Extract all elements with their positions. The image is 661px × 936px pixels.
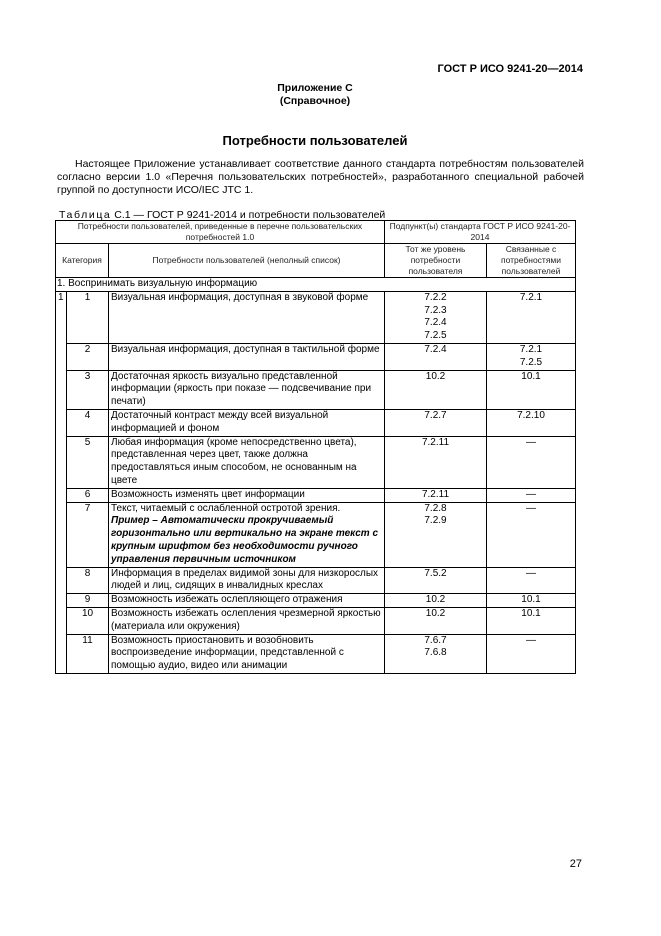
intro-paragraph: Настоящее Приложение устанавливает соответствие данного стандарта потребностям пользователей согласно версии 1.0 «Перечня пользовательских потребностей», разработанного специальной рабочей группой по доступности ИСО/IEC JTC 1.	[57, 158, 584, 196]
need-description	[109, 436, 385, 488]
table-row	[56, 370, 576, 409]
related-subclauses: —	[487, 488, 576, 502]
related-subclauses: 7.2.1	[487, 291, 576, 343]
need-text: Возможность избежать ослепляющего отражения	[111, 594, 343, 606]
need-description	[109, 607, 385, 634]
annex-heading	[0, 82, 630, 108]
table-row	[56, 488, 576, 502]
same-level-subclauses: 7.5.2	[385, 567, 487, 594]
need-number: 5	[67, 436, 109, 488]
same-level-subclauses: 10.2	[385, 607, 487, 634]
need-description	[109, 502, 385, 567]
need-text: Любая информация (кроме непосредственно цвета), представленная через цвет, также должна предоставляться иным способом, не основанным на цвете	[111, 436, 357, 486]
need-text: Достаточная яркость визуально представленной информации (яркость при показе — подсвечивание при печати)	[111, 370, 372, 408]
section-title: 1. Воспринимать визуальную информацию	[56, 278, 576, 292]
related-subclauses: —	[487, 502, 576, 567]
need-number: 9	[67, 594, 109, 608]
need-text: Информация в пределах видимой зоны для низкорослых людей и лиц, сидящих в инвалидных креслах	[111, 567, 379, 592]
related-subclauses: —	[487, 634, 576, 673]
same-level-subclauses: 7.2.2 7.2.3 7.2.4 7.2.5	[385, 291, 487, 343]
need-number: 7	[67, 502, 109, 567]
table-row	[56, 594, 576, 608]
same-level-subclauses: 7.2.4	[385, 343, 487, 370]
same-level-subclauses: 7.2.8 7.2.9	[385, 502, 487, 567]
table-row	[56, 567, 576, 594]
related-subclauses: —	[487, 567, 576, 594]
related-subclauses: 7.2.10	[487, 409, 576, 436]
need-number: 8	[67, 567, 109, 594]
related-subclauses: —	[487, 436, 576, 488]
related-subclauses: 10.1	[487, 370, 576, 409]
section-row	[56, 278, 576, 292]
need-number: 11	[67, 634, 109, 673]
need-description	[109, 567, 385, 594]
table-row	[56, 409, 576, 436]
table-row	[56, 343, 576, 370]
need-description	[109, 370, 385, 409]
table-row	[56, 291, 576, 343]
same-level-subclauses: 7.2.11	[385, 488, 487, 502]
need-number: 3	[67, 370, 109, 409]
need-text: Возможность избежать ослепления чрезмерной яркостью (материала или окружения)	[111, 607, 381, 632]
need-description	[109, 291, 385, 343]
header-category: Категория	[56, 244, 109, 278]
header-needs-group: Потребности пользователей, приведенные в перечне пользовательских потребностей 1.0	[56, 221, 385, 244]
table-row	[56, 634, 576, 673]
header-needs: Потребности пользователей (неполный список)	[109, 244, 385, 278]
related-subclauses: 7.2.1 7.2.5	[487, 343, 576, 370]
need-number: 1	[67, 291, 109, 343]
need-text: Возможность изменять цвет информации	[111, 488, 305, 500]
standard-header: ГОСТ Р ИСО 9241-20—2014	[437, 63, 583, 75]
annex-type: (Справочное)	[279, 95, 351, 107]
same-level-subclauses: 7.2.7	[385, 409, 487, 436]
need-text: Визуальная информация, доступная в звуковой форме	[111, 291, 369, 303]
table-caption-label: Таблица	[59, 209, 112, 221]
same-level-subclauses: 7.2.11	[385, 436, 487, 488]
need-description	[109, 343, 385, 370]
annex-title: Приложение С	[277, 82, 353, 94]
need-text: Текст, читаемый с ослабленной остротой зрения.	[111, 502, 341, 514]
page-number: 27	[569, 858, 582, 870]
table-row	[56, 436, 576, 488]
table-caption-text: С.1 — ГОСТ Р 9241-2014 и потребности пользователей	[111, 209, 386, 221]
table-row	[56, 502, 576, 567]
need-text: Визуальная информация, доступная в тактильной форме	[111, 343, 380, 355]
related-subclauses: 10.1	[487, 594, 576, 608]
need-description	[109, 594, 385, 608]
need-description	[109, 634, 385, 673]
need-text: Достаточный контраст между всей визуальной информацией и фоном	[111, 409, 329, 434]
needs-table-wrapper	[55, 220, 575, 674]
same-level-subclauses: 10.2	[385, 594, 487, 608]
related-subclauses: 10.1	[487, 607, 576, 634]
need-number: 6	[67, 488, 109, 502]
need-description	[109, 409, 385, 436]
same-level-subclauses: 7.6.7 7.6.8	[385, 634, 487, 673]
need-text: Возможность приостановить и возобновить воспроизведение информации, представленной с помощью аудио, видео или анимации	[111, 634, 344, 672]
document-title: Потребности пользователей	[222, 133, 408, 148]
category-cell: 1	[56, 291, 67, 673]
need-example: Пример – Автоматически прокручиваемый горизонтально или вертикально на экране текст с крупным шрифтом без необходимости ручного управления первичным источником	[111, 515, 379, 565]
table-header-row	[56, 221, 576, 244]
same-level-subclauses: 10.2	[385, 370, 487, 409]
needs-table	[55, 220, 576, 674]
table-subheader-row	[56, 244, 576, 278]
header-same-level: Тот же уровень потребности пользователя	[385, 244, 487, 278]
need-description	[109, 488, 385, 502]
need-number: 2	[67, 343, 109, 370]
header-related: Связанные с потребностями пользователей	[487, 244, 576, 278]
need-number: 4	[67, 409, 109, 436]
header-subclause-group: Подпункт(ы) стандарта ГОСТ Р ИСО 9241-20-2014	[385, 221, 576, 244]
table-row	[56, 607, 576, 634]
need-number: 10	[67, 607, 109, 634]
